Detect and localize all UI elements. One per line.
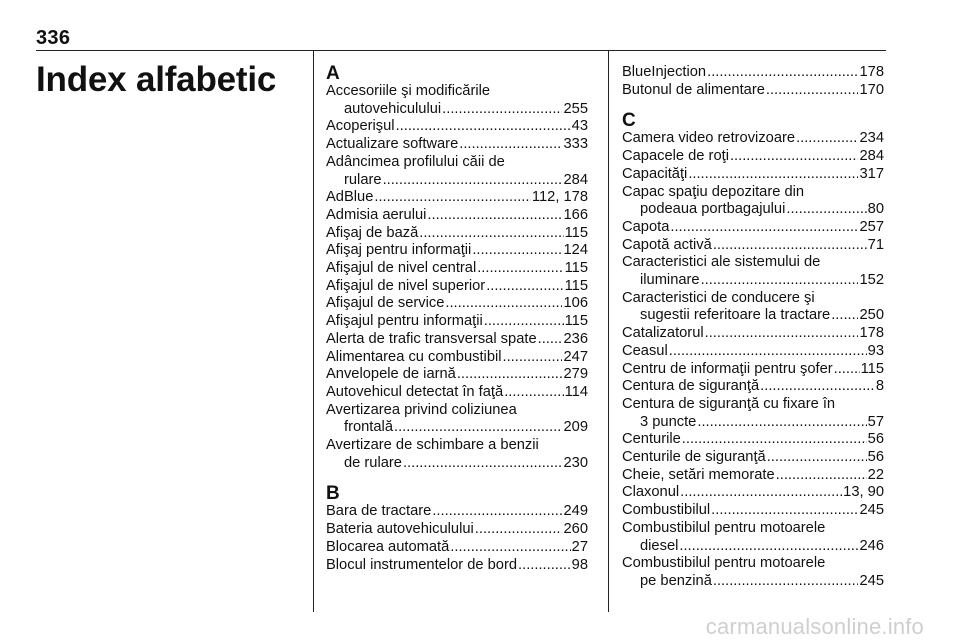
dot-leader xyxy=(680,484,842,502)
dot-leader xyxy=(432,503,562,521)
index-entry-page[interactable]: 249 xyxy=(563,503,588,520)
index-entry-text: Admisia aerului xyxy=(326,206,427,223)
index-entry-text: 3 puncte xyxy=(640,413,697,430)
index-entry-text: Afişajul de service xyxy=(326,295,445,312)
index-entry[interactable] xyxy=(326,313,588,331)
index-entry-page[interactable]: 106 xyxy=(563,295,588,312)
index-entry-heading: Accesoriile şi modificările xyxy=(326,83,491,99)
dot-leader xyxy=(786,201,866,219)
index-entry[interactable] xyxy=(326,189,588,207)
dot-leader xyxy=(484,313,564,331)
index-entry-page[interactable]: 115 xyxy=(564,260,588,277)
dot-leader xyxy=(503,349,563,367)
index-entry-page[interactable]: 71 xyxy=(867,236,884,253)
index-entry-page[interactable]: 124 xyxy=(563,242,588,259)
index-entry-text: Blocarea automată xyxy=(326,538,450,555)
index-entry[interactable] xyxy=(622,431,884,449)
index-entry[interactable] xyxy=(622,130,884,148)
index-entry[interactable] xyxy=(622,148,884,166)
index-entry[interactable] xyxy=(326,136,588,154)
dot-leader xyxy=(707,64,858,82)
index-entry-page[interactable]: 250 xyxy=(859,307,884,324)
index-entry-text: autovehiculului xyxy=(344,100,442,117)
index-entry-text: Catalizatorul xyxy=(622,325,704,342)
index-entry-page[interactable]: 115 xyxy=(564,224,588,241)
dot-leader xyxy=(396,118,571,136)
index-entry-heading: Centura de siguranţă cu fixare în xyxy=(622,395,836,412)
dot-leader xyxy=(796,130,858,148)
index-entry-text: Autovehicul detectat în faţă xyxy=(326,383,504,400)
index-entry-page[interactable]: 114 xyxy=(564,383,588,400)
column-divider-right xyxy=(608,50,609,612)
dot-leader xyxy=(834,361,860,379)
dot-leader xyxy=(679,538,858,556)
index-entry[interactable] xyxy=(326,207,588,225)
index-entry-text: AdBlue xyxy=(326,189,374,206)
index-entry-text: Actualizare software xyxy=(326,136,459,153)
index-entry[interactable] xyxy=(622,484,884,502)
index-entry-page[interactable]: 112, 178 xyxy=(531,189,588,206)
index-entry-text: diesel xyxy=(640,537,679,554)
index-entry[interactable] xyxy=(326,419,588,437)
dot-leader xyxy=(475,521,563,539)
dot-leader xyxy=(688,166,858,184)
index-entry[interactable] xyxy=(622,467,884,485)
dot-leader xyxy=(711,502,858,520)
dot-leader xyxy=(518,557,571,575)
index-entry[interactable] xyxy=(622,325,884,343)
index-entry[interactable] xyxy=(622,307,884,325)
dot-leader xyxy=(831,307,858,325)
index-entry[interactable] xyxy=(622,343,884,361)
dot-leader xyxy=(713,573,859,591)
index-entry-text: Alerta de trafic transversal spate xyxy=(326,330,537,347)
index-entry-page[interactable]: 260 xyxy=(563,521,588,538)
dot-leader xyxy=(374,189,531,207)
index-entry-text: sugestii referitoare la tractare xyxy=(640,307,831,324)
index-entry-heading: Avertizare de schimbare a benzii xyxy=(326,437,539,454)
index-entry-heading: Combustibilul pentru motoarele xyxy=(622,555,826,572)
index-entry[interactable] xyxy=(622,361,884,379)
dot-leader xyxy=(394,419,562,437)
index-entry[interactable] xyxy=(326,295,588,313)
index-entry-page[interactable]: 98 xyxy=(571,556,588,573)
index-entry[interactable] xyxy=(326,118,588,136)
index-entry-text: Afişajul pentru informaţii xyxy=(326,313,483,330)
index-entry[interactable] xyxy=(326,503,588,521)
index-entry-page[interactable]: 13, 90 xyxy=(843,484,884,501)
index-entry-page[interactable]: 209 xyxy=(563,419,588,436)
index-entry[interactable] xyxy=(622,219,884,237)
index-entry-page[interactable]: 166 xyxy=(563,206,588,223)
index-entry[interactable] xyxy=(326,225,588,243)
index-entry-text: Centurile xyxy=(622,431,681,448)
index-entry[interactable] xyxy=(326,278,588,296)
index-entry[interactable] xyxy=(326,455,588,473)
index-entry-page[interactable]: 22 xyxy=(867,466,884,483)
index-entry-page[interactable]: 80 xyxy=(867,201,884,218)
dot-leader xyxy=(450,539,570,557)
dot-leader xyxy=(701,272,859,290)
index-entry-text: Capotă activă xyxy=(622,236,712,253)
dot-leader xyxy=(427,207,562,225)
page-number: 336 xyxy=(36,27,71,49)
index-entry-page[interactable]: 245 xyxy=(859,502,884,519)
section-letter: A xyxy=(326,63,340,84)
index-entry-text: Capacităţi xyxy=(622,165,688,182)
index-entry-page[interactable]: 284 xyxy=(859,148,884,165)
index-entry-page[interactable]: 279 xyxy=(563,366,588,383)
index-entry[interactable] xyxy=(622,573,884,591)
index-entry[interactable] xyxy=(326,557,588,575)
index-entry-text: Afişaj pentru informaţii xyxy=(326,242,472,259)
index-entry[interactable] xyxy=(622,64,884,82)
index-entry[interactable] xyxy=(326,331,588,349)
index-entry[interactable] xyxy=(622,166,884,184)
index-entry-page[interactable]: 152 xyxy=(859,272,884,289)
section-letter: C xyxy=(622,110,636,132)
index-entry[interactable] xyxy=(622,272,884,290)
index-entry-heading: Combustibilul pentru motoarele xyxy=(622,519,826,536)
index-entry-heading: Caracteristici de conducere şi xyxy=(622,289,815,306)
index-entry[interactable] xyxy=(326,101,588,119)
index-entry-page[interactable]: 236 xyxy=(563,330,588,347)
index-entry-page[interactable]: 333 xyxy=(563,136,588,153)
index-entry-page[interactable]: 56 xyxy=(867,449,884,466)
index-entry-page[interactable]: 170 xyxy=(859,81,884,98)
dot-leader xyxy=(472,242,562,260)
index-entry-heading: Caracteristici ale sistemului de xyxy=(622,254,821,271)
index-entry[interactable] xyxy=(326,172,588,190)
index-entry-page[interactable]: 234 xyxy=(859,130,884,147)
index-entry-text: Butonul de alimentare xyxy=(622,81,765,98)
index-entry-text: BlueInjection xyxy=(622,64,707,80)
index-entry-page[interactable]: 284 xyxy=(563,171,588,188)
index-entry-text: Bateria autovehiculului xyxy=(326,521,474,538)
dot-leader xyxy=(403,455,563,473)
index-entry[interactable] xyxy=(622,378,884,396)
index-entry[interactable] xyxy=(622,502,884,520)
index-entry-text: Capacele de roţi xyxy=(622,148,729,165)
dot-leader xyxy=(730,148,859,166)
index-entry-page[interactable]: 115 xyxy=(564,277,588,294)
index-entry-text: Centura de siguranţă xyxy=(622,378,760,395)
index-entry-text: Cheie, setări memorate xyxy=(622,466,775,483)
index-entry-page[interactable]: 178 xyxy=(859,325,884,342)
index-entry[interactable] xyxy=(622,82,884,100)
dot-leader xyxy=(682,431,867,449)
dot-leader xyxy=(486,278,563,296)
index-entry-page[interactable]: 8 xyxy=(875,378,884,395)
index-entry-heading: Avertizarea privind coliziunea xyxy=(326,401,517,418)
index-entry[interactable] xyxy=(326,366,588,384)
dot-leader xyxy=(383,172,563,190)
index-entry-text: pe benzină xyxy=(640,572,712,589)
dot-leader xyxy=(445,295,562,313)
index-entry-text: Centru de informaţii pentru şofer xyxy=(622,360,833,377)
index-column-2 xyxy=(622,64,884,591)
index-entry-page[interactable]: 115 xyxy=(564,313,588,330)
index-entry-page[interactable]: 27 xyxy=(571,538,588,555)
index-entry[interactable] xyxy=(326,384,588,402)
index-entry[interactable] xyxy=(622,538,884,556)
index-entry[interactable] xyxy=(326,349,588,367)
dot-leader xyxy=(713,237,867,255)
index-entry-text: Acoperişul xyxy=(326,118,395,135)
index-entry-page[interactable]: 56 xyxy=(867,431,884,448)
dot-leader xyxy=(669,343,867,361)
index-entry-text: Capota xyxy=(622,218,670,235)
index-entry-page[interactable]: 43 xyxy=(571,118,588,135)
dot-leader xyxy=(760,378,875,396)
dot-leader xyxy=(697,414,866,432)
index-entry-page[interactable]: 247 xyxy=(563,348,588,365)
dot-leader xyxy=(538,331,563,349)
index-entry-page[interactable]: 230 xyxy=(563,454,588,471)
index-entry-text: Blocul instrumentelor de bord xyxy=(326,556,518,573)
index-entry[interactable] xyxy=(622,237,884,255)
index-entry[interactable] xyxy=(622,201,884,219)
index-entry-text: Bara de tractare xyxy=(326,503,432,520)
dot-leader xyxy=(459,136,562,154)
index-entry-text: Alimentarea cu combustibil xyxy=(326,348,502,365)
index-entry-text: Centurile de siguranţă xyxy=(622,449,766,466)
index-entry-page[interactable]: 257 xyxy=(859,218,884,235)
index-entry-page[interactable]: 57 xyxy=(867,413,884,430)
watermark: carmanualsonline.info xyxy=(705,614,924,639)
index-entry-page[interactable]: 246 xyxy=(859,537,884,554)
index-entry-text: podeaua portbagajului xyxy=(640,201,786,218)
dot-leader xyxy=(442,101,562,119)
index-entry-text: rulare xyxy=(344,171,382,188)
index-entry[interactable] xyxy=(622,449,884,467)
index-entry[interactable] xyxy=(326,521,588,539)
index-entry-page[interactable]: 93 xyxy=(867,342,884,359)
index-entry-text: de rulare xyxy=(344,454,402,471)
index-entry[interactable] xyxy=(622,414,884,432)
index-entry-text: Anvelopele de iarnă xyxy=(326,366,456,383)
dot-leader xyxy=(419,225,563,243)
index-column-1 xyxy=(326,64,588,574)
index-entry-page[interactable]: 255 xyxy=(563,100,588,117)
dot-leader xyxy=(670,219,858,237)
dot-leader xyxy=(776,467,867,485)
index-entry[interactable] xyxy=(326,242,588,260)
dot-leader xyxy=(767,449,867,467)
index-entry-text: Afişajul de nivel superior xyxy=(326,277,486,294)
index-entry-text: Afişajul de nivel central xyxy=(326,260,477,277)
index-entry-page[interactable]: 115 xyxy=(860,360,884,377)
index-entry-text: Afişaj de bază xyxy=(326,224,419,241)
index-entry-page[interactable]: 317 xyxy=(859,165,884,182)
index-entry-text: Ceasul xyxy=(622,342,668,359)
index-entry-text: frontală xyxy=(344,419,393,436)
dot-leader xyxy=(457,366,563,384)
dot-leader xyxy=(766,82,859,100)
index-entry[interactable] xyxy=(326,539,588,557)
index-entry-text: Combustibilul xyxy=(622,502,711,519)
dot-leader xyxy=(504,384,563,402)
index-entry-page[interactable]: 245 xyxy=(859,572,884,589)
index-entry-heading: Capac spaţiu depozitare din xyxy=(622,183,805,200)
page-title: Index alfabetic xyxy=(36,60,277,99)
section-letter: B xyxy=(326,483,340,505)
header-rule xyxy=(36,50,886,51)
index-entry-page[interactable]: 178 xyxy=(859,64,884,80)
column-divider-left xyxy=(313,50,314,612)
dot-leader xyxy=(705,325,859,343)
dot-leader xyxy=(477,260,563,278)
index-entry-text: Camera video retrovizoare xyxy=(622,130,796,147)
index-entry[interactable] xyxy=(326,260,588,278)
index-entry-text: Claxonul xyxy=(622,484,680,501)
index-entry-text: iluminare xyxy=(640,272,700,289)
index-entry-heading: Adâncimea profilului căii de xyxy=(326,153,505,170)
